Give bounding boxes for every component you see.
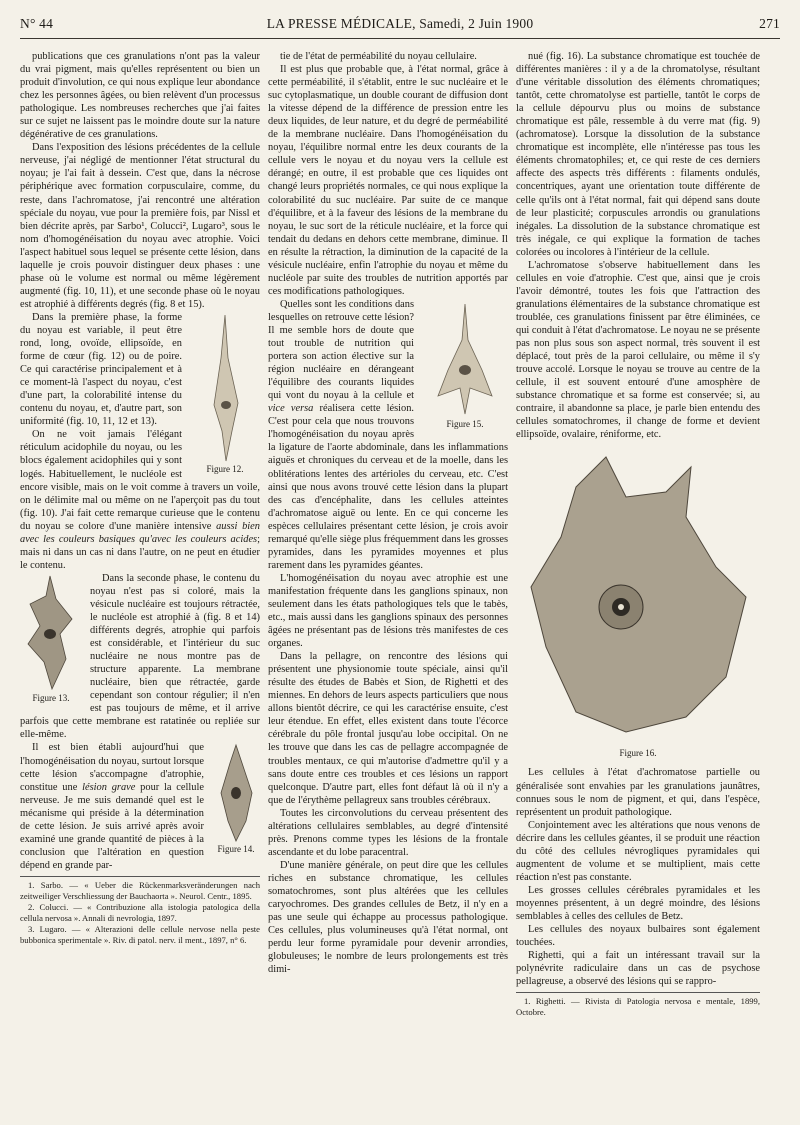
figure-15: [422, 300, 508, 431]
footnote: 1. Sarbo. — « Ueber die Rückenmarksveränderungen nach zeitweiliger Verschliessung der Bauchaorta ». Neurol. Centr., 1895.: [20, 879, 260, 901]
paragraph: nué (fig. 16). La substance chromatique est touchée de différentes manières : il y a de la chromatolyse, résultant d'une véritable dissolution des éléments chromatiques; tantôt, cette chromatolyse est partielle, tantôt le corps de la cellule dépourvu plus ou moins de substance chromatique est pâle, ressemble à du verre mat (fig. 9) (achromatose). Lorsque la dissolution de la substance chromatique est incomplète, elle n'intéresse pas tous les éléments chromatophiles; et, ce qui reste de ces derniers affecte des aspects très différents : filaments ondulés, concentriques, ayant une orientation toute différente de celle qu'ils ont à l'état normal, fait qui dépend sans doute de leur plasticité; corpuscules arrondis ou granulations inégales. La dissolution de la substance chromatique est très inégale, ce qui explique la formation de taches colorées ou incolores à l'intérieur de la cellule.: [516, 51, 760, 258]
paragraph: Dans l'exposition des lésions précédentes de la cellule nerveuse, j'ai négligé de mentionner l'état structural du noyau; je l'ai fait à dessein. C'est que, dans la nécrose périphérique avec formation corpusculaire, comme, du reste, dans l'achromatose, j'ai rencontré une altération spéciale du noyau, vue pour la première fois, par Nissl et bien décrite après, par Sarbo¹, Colucci², Lugaro³, sous le nom d'homogénéisation du noyau avec atrophie. Voici l'aspect habituel sous lequel se présente cette lésion, dans laquelle je crois pouvoir distinguer deux phases : une phase où le volume est normal ou même légèrement augmenté (fig. 10, 11), et une seconde phase où le noyau est atrophié à différents degrés (fig. 8 et 15).: [20, 142, 260, 310]
neuron-illustration-15: [422, 300, 508, 418]
column-2: [268, 50, 508, 1110]
figure-caption: Figure 15.: [446, 418, 484, 429]
footnotes: [516, 992, 760, 1018]
issue-number: N° 44: [20, 16, 54, 31]
paragraph: tie de l'état de perméabilité du noyau cellulaire.: [280, 51, 477, 62]
paragraph: L'achromatose s'observe habituellement dans les cellules en voie d'atrophie. C'est que, ainsi que je crois l'avoir démontré, toutes les fois que l'attraction des granulations élémentaires de la substance chromatique est troublée, ces granulations finissent par être éliminées, ce qui conduit à l'état d'achromatose. Le noyau ne se présente pas non plus sous son aspect normal, très souvent il est déplacé, tout près de la paroi cellulaire, ou même il s'y trouve accolé. Lorsque le noyau se trouve au centre de la cellule, il est souvent entouré d'une amosphère de substance chromatique et sa forme est conservée; si, au contraire, il abandonne sa place, je parle bien entendu des cellules somatochromes, il change de forme et devient ellipsoïde, ovalaire, réniforme, etc.: [516, 259, 760, 441]
column-1: [20, 50, 260, 1110]
paragraph: On ne voit jamais l'élégant réticulum acidophile du noyau, ou les blocs également acidophiles qui y sont logés. Habituellement, le nucléole est encore visible, mais on le voit comme à travers un voile, on le délimite mal ou même on ne l'aperçoit pas du tout (fig. 10). J'ai fait cette remarque curieuse que le contenu du noyau se colore d'une manière intensive aussi bien avec les couleurs basiques qu'avec les couleurs acides; mais ni dans un cas ni dans l'autre, on ne peut en étudier le contenu.: [20, 429, 260, 571]
paragraph: D'une manière générale, on peut dire que les cellules riches en substance chromatique, les cellules somatochromes, sont plus altérées que les cellules caryochromes. Des grandes cellules de Betz, il n'y en a pas une seule qui échappe au processus pathologique. Ces cellules, plus volumineuses qu'à l'état normal, ont perdu leur forme pyramidale pour devenir arrondies, globuleuses; le nombre de leurs prolongements est très dimi-: [268, 859, 508, 976]
italic-text: vice versa: [268, 403, 314, 415]
italic-text: lésion grave: [82, 781, 136, 793]
neuron-illustration-16: [516, 447, 760, 747]
figure-caption: Figure 16.: [619, 748, 657, 759]
footnote: 3. Lugaro. — « Alterazioni delle cellule nervose nella peste bubbonica sperimentale ». Riv. di patol. nerv. il ment., 1897, n° 6.: [20, 923, 260, 945]
neuron-illustration-12: [190, 313, 260, 463]
paragraph: Les cellules à l'état d'achromatose partielle ou généralisée sont envahies par les granulations jaunâtres, connues sous le nom de pigment, et qui, dans l'espèce, représentent un produit pathologique.: [516, 767, 760, 818]
paragraph: L'homogénéisation du noyau avec atrophie est une manifestation fréquente dans les ganglions spinaux, non seulement dans les états pathologiques tels que le tabès, etc., mais aussi dans les ganglions spinaux des personnes âgées ne présentant pas de lésions très manifestes de ces organes.: [268, 572, 508, 650]
page-number: 271: [759, 16, 780, 31]
figure-12: [190, 313, 260, 476]
footnotes: [20, 876, 260, 946]
column-3: [516, 50, 760, 1110]
footnote: 1. Righetti. — Rivista di Patologia nervosa e mentale, 1899, Octobre.: [516, 996, 760, 1018]
figure-13: [20, 574, 82, 705]
figure-16: [516, 447, 760, 760]
footnote: 2. Colucci. — « Contribuzione alla istologia patologica della cellula nervosa ». Annali di nevrologia, 1897.: [20, 901, 260, 923]
neuron-illustration-13: [20, 574, 82, 692]
paragraph: Quelles sont les conditions dans lesquelles on retrouve cette lésion? Il me semble hors de doute que tout trouble de nutrition qui portera son action élective sur la région nucléaire en dérangeant l'équilibre des courants liquides qui vont du noyau à la cellule et vice versa réalisera cette lésion. C'est pour cela que nous trouvons l'homogénéisation du noyau après la ligature de l'aorte abdominale, dans les inflammations aiguës et chroniques du cerveau et de la moelle, dans les oblitérations lentes des artérioles du cerveau, etc. C'est ainsi que nous avons trouvé cette lésion dans la plupart des cas d'encéphalite, dans les cellules atteintes d'achromatose aiguë ou lente. En ce qui concerne les espèces cellulaires présentant cette lésion, je crois avoir remarqué qu'elle siège plus fréquemment dans les grosses pyramides, dans les pyramides moyennes et plus rarement dans les pyramides géantes.: [268, 298, 508, 571]
paragraph: Les cellules des noyaux bulbaires sont également touchées.: [516, 924, 760, 949]
figure-caption: Figure 13.: [32, 692, 70, 703]
neuron-illustration-14: [212, 743, 260, 843]
paragraph: Conjointement avec les altérations que nous venons de décrire dans les cellules géantes, il se produit une réaction du côté des cellules névrogliques pyramidales qui augmentent de volume et se multiplient, mais cette réaction n'est pas constante.: [516, 819, 760, 883]
paragraph: publications que ces granulations n'ont pas la valeur du vrai pigment, mais qu'elles représentent ou bien un produit d'involution, ce qui nous explique leur abondance chez les personnes âgées, ou bien relèvent d'un processus pathologique. Les nombreuses recherches que j'ai faites sur ce sujet ne laissent pas le moindre doute sur la nature dégénérative de ces granulations.: [20, 51, 260, 141]
paragraph: Les grosses cellules cérébrales pyramidales et les moyennes présentent, à un degré moindre, des lésions semblables à celles des cellules de Betz.: [516, 884, 760, 922]
paragraph: Righetti, qui a fait un intéressant travail sur la polynévrite radiculaire dans un cas de psychose pellagreuse, a observé des lésions qui se rappro-: [516, 950, 760, 988]
paragraph: Il est bien établi aujourd'hui que l'homogénéisation du noyau, surtout lorsque cette lésion s'accompagne d'atrophie, constitue une lésion grave pour la cellule nerveuse. Je me suis demandé quel est le mécanisme qui préside à la détermination de cette lésion. Je suis arrivé après avoir examiné une grande quantité de pièces à la conclusion que l'altération en question dépend en grande par-: [20, 742, 204, 871]
paragraph: Toutes les circonvolutions du cerveau présentent des altérations cellulaires semblables, au degré d'intensité près. Prenons comme types les lésions de la frontale ascendante et du lobe paracentral.: [268, 807, 508, 858]
paragraph: Dans la pellagre, on rencontre des lésions qui présentent une physionomie toute spéciale, ainsi qu'il résulte des études de Babès et Sion, de Righetti et des miennes. En dehors de leurs aspects particuliers que nous allons bientôt décrire, ce qui les caractérise ensuite, c'est leur étendue. En effet, elles existent dans toute l'écorce cérébrale du pôle frontal jusqu'au lobe occipital. On ne les trouve que dans les cas de pellagre accompagnée de troubles mentaux, ce qui m'autorise d'admettre qu'il y a sans doute entre ces troubles et ces lésions un rapport quelconque. D'autre part, elles font défaut là où il n'y a que de l'érythème pellagreux sans troubles cérébraux.: [268, 651, 508, 806]
paragraph: Dans la première phase, la forme du noyau est variable, il peut être rond, long, ovoïde, ellipsoïde, en forme de cœur (fig. 12) ou de poire. Ce qui caractérise principalement et à ce moment-là l'aspect du noyau, c'est d'une part, la colorabilité intense du contenu du noyau, et, d'autre part, son uniformité (fig. 10, 11, 12 et 13).: [20, 311, 182, 428]
journal-title: LA PRESSE MÉDICALE, Samedi, 2 Juin 1900: [266, 16, 534, 31]
figure-caption: Figure 14.: [217, 844, 255, 855]
italic-text: aussi bien avec les couleurs basiques qu'avec les couleurs acides: [20, 520, 260, 545]
paragraph: Dans la seconde phase, le contenu du noyau n'est pas si coloré, mais la vésicule nucléaire est toujours rétractée, le nucléole est atrophié à (fig. 8 et 14) différents degrés, atrophie qui parfois est considérable, et l'intérieur du suc nucléaire ne nous montre pas de structure apparente. La membrane nucléaire, bien que rétractée, garde cependant son contour régulier; il n'en est pas toujours de même, et il arrive parfois que cette membrane est ratatinée ou repliée sur elle-même.: [20, 572, 260, 741]
paragraph: Il est plus que probable que, à l'état normal, grâce à cette perméabilité, il s'établit, entre le suc nucléaire et le suc cytoplasmatique, un double courant de diffusion dont la vitesse dépend de la différence de pression entre les deux liquides, de leur nature, et du degré de perméabilité de la membrane nucléaire. Dans l'homogénéisation du noyau, l'équilibre normal entre les deux courants de la cellule vers le noyau et du noyau vers la cellule est dérangé; en outre, il est probable que ces liquides ont changé leurs propriétés normales, ce qui nous explique la colorabilité du suc nucléaire. Par suite de ce manque d'équilibre, et à la faveur des lésions de la membrane du noyau, le suc sort de la réticule nucléaire, et la force qui tendait du dedans en dehors cette membrane, diminue. Il en résulte la rétraction, la diminution de la capacité de la vésicule nucléaire, enfin l'atrophie du noyau et même du nucléole par suite des troubles de nutrition apportés par ces modifications pathologiques.: [268, 64, 508, 297]
figure-14: [212, 743, 260, 856]
page-header: [20, 10, 780, 39]
figure-caption: Figure 12.: [206, 463, 244, 474]
